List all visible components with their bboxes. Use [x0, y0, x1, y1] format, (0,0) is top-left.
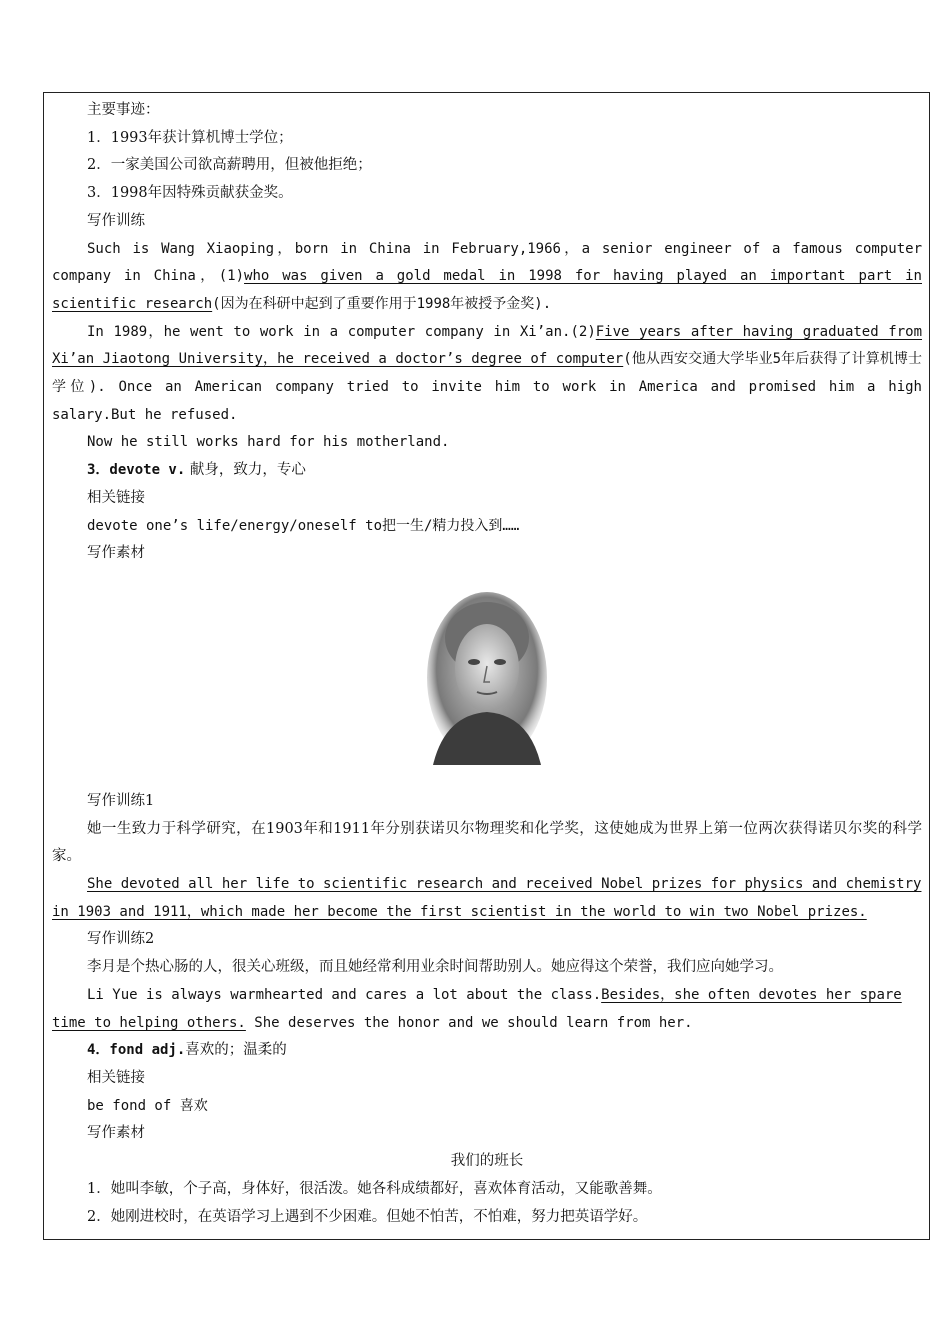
answer-underlined: Besides，she often devotes her spare time to helping others. [52, 986, 902, 1031]
content-frame [43, 92, 930, 1240]
document-body [52, 97, 922, 1231]
fond-entry-title [52, 1037, 922, 1065]
text-run: She deserves the honor and we should learn from her. [245, 1014, 693, 1031]
essay-item: 2．她刚进校时，在英语学习上遇到不少困难。但她不怕苦，不怕难，努力把英语学好。 [87, 1208, 648, 1225]
material-heading: 写作素材 [87, 1125, 145, 1142]
text-run: (因为在科研中起到了重要作用于1998年被授予金奖). [212, 295, 552, 312]
practice-paragraph-2 [52, 319, 922, 430]
answer-underlined: Five years after having graduated from Xi’an Jiaotong University，he received a doctor’s degree of computer [52, 323, 923, 368]
text-run: Li Yue is always warmhearted and cares a lot about the class. [87, 986, 602, 1003]
entry-word: 4．fond adj. [87, 1042, 186, 1059]
practice-paragraph-1 [52, 236, 922, 319]
deed-item: 3．1998年因特殊贡献获金奖。 [87, 185, 293, 202]
text-run: (他从西安交通大学毕业5年后获得了计算机博士学位). Once an American company tried to invite him to work in America and promised him a high salary.But he refused. [52, 351, 923, 423]
devote-entry-title [52, 457, 922, 485]
entry-word: 3．devote v. [87, 462, 186, 479]
essay-item: 1．她叫李敏，个子高，身体好，很活泼。她各科成绩都好，喜欢体育活动，又能歌善舞。 [87, 1180, 662, 1197]
deed-item: 1．1993年获计算机博士学位； [87, 129, 293, 146]
essay-title: 我们的班长 [450, 1153, 524, 1170]
practice1-english: She devoted all her life to scientific research and received Nobel prizes for physics and chemistry in 1903 and 1911，which made her become the first scientist in the world to win two Nobel prizes. [52, 876, 922, 920]
practice-paragraph-3: Now he still works hard for his motherland. [87, 434, 450, 451]
text-run: Such is Wang Xiaoping，born in China in February,1966，a senior engineer of a famous computer company in China，(1) [52, 240, 922, 285]
entry-meaning: 献身，致力，专心 [189, 462, 306, 479]
related-heading: 相关链接 [87, 489, 145, 506]
practice-heading: 写作训练 [87, 212, 145, 229]
portrait-image [425, 590, 550, 765]
practice2-heading: 写作训练2 [87, 931, 155, 948]
related-heading: 相关链接 [87, 1069, 145, 1086]
entry-meaning: 喜欢的；温柔的 [185, 1042, 287, 1059]
practice2-chinese: 李月是个热心肠的人，很关心班级，而且她经常利用业余时间帮助别人。她应得这个荣誉，我们应向她学习。 [87, 959, 783, 976]
practice1-heading: 写作训练1 [87, 792, 155, 809]
practice2-english [52, 982, 922, 1037]
deed-item: 2．一家美国公司欲高薪聘用，但被他拒绝； [87, 157, 372, 174]
portrait-figure [52, 568, 922, 788]
fond-phrase: be fond of 喜欢 [87, 1097, 208, 1114]
deeds-heading: 主要事迹： [87, 102, 160, 118]
answer-underlined: who was given a gold medal in 1998 for having played an important part in scientific research [52, 268, 922, 312]
practice1-chinese: 她一生致力于科学研究，在1903年和1911年分别获诺贝尔物理奖和化学奖，这使她成为世界上第一位两次获得诺贝尔奖的科学家。 [52, 820, 922, 865]
devote-phrase: devote one’s life/energy/oneself to把一生/精力投入到…… [87, 517, 520, 534]
text-run: In 1989，he went to work in a computer company in Xi’an.(2) [87, 323, 596, 340]
material-heading: 写作素材 [87, 545, 145, 562]
